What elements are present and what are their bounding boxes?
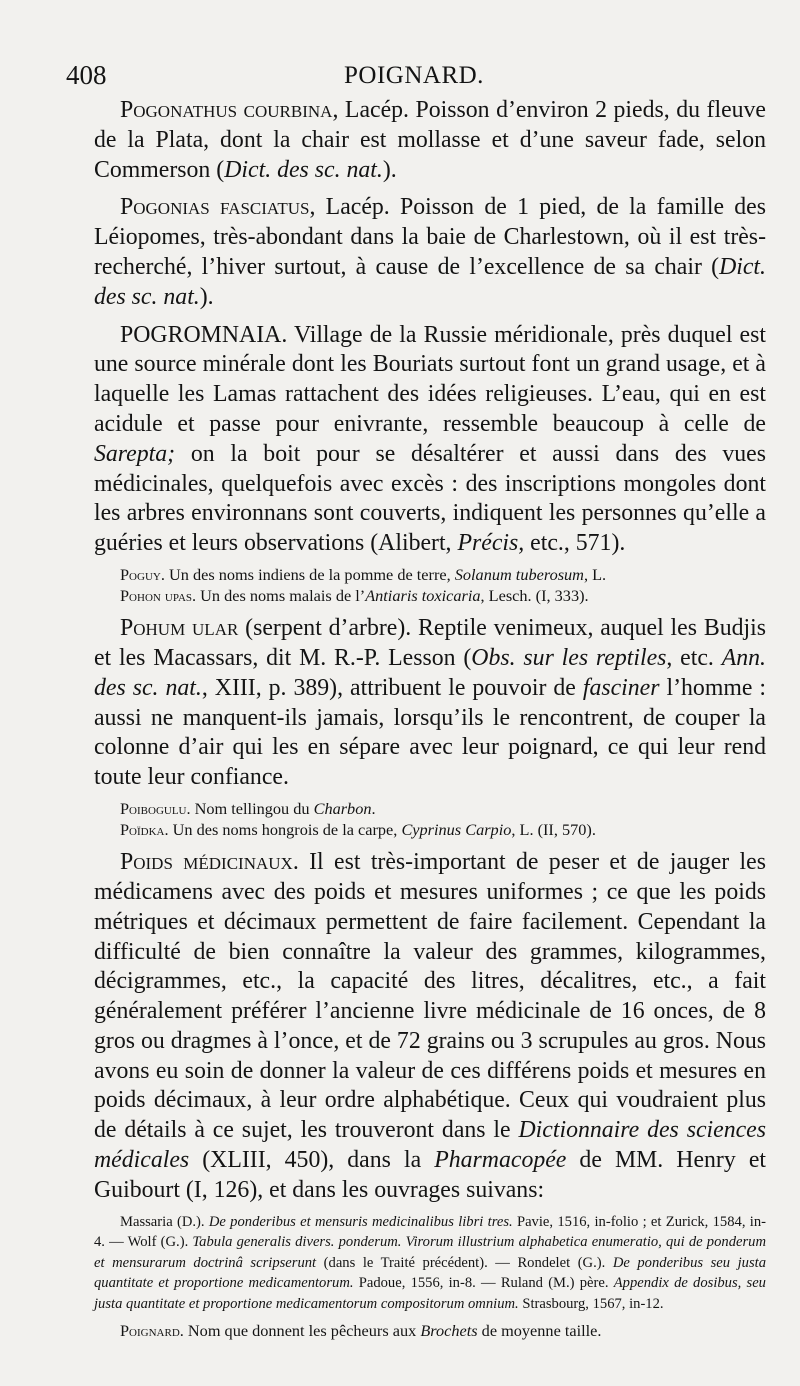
entry-term: POGROMNAIA — [120, 321, 282, 348]
biblio-title: Tabula generalis divers. ponderum. Virorum illustrium alphabetica enumeratio, qui de ponderum et mensurarum doctrinâ scripserunt — [94, 1234, 766, 1271]
entry-italic: Solanum tuberosum — [454, 564, 584, 584]
entry-tail: ). — [199, 283, 214, 310]
biblio-title: Appendix de dosibus, seu justa quantitate et proportione medicamentorum compositorum omnium. — [94, 1275, 766, 1313]
biblio-text: Massaria (D.). — [120, 1213, 209, 1230]
entry-pogonias — [94, 193, 766, 312]
entry-text: . Un des noms indiens de la pomme de terre, — [160, 564, 455, 584]
entry-italic: Sarepta; — [94, 440, 176, 467]
entry-poignard — [94, 1321, 766, 1342]
entry-italic: Antiaris toxicaria — [365, 585, 481, 605]
biblio-text: Padoue, 1556, in-8. — Ruland (M.) père. — [353, 1275, 614, 1292]
entry-text: . Village de la Russie méridionale, près duquel est une source minérale dont les Bouriats surtout font un grand usage, et à laquelle les Lamas rattachent des idées religieuses. L’eau, qui en est acidule et passe pour enivrante, ressemble beaucoup à celle de — [94, 321, 766, 437]
entry-italic-2: Précis, — [457, 530, 525, 557]
entry-term: Pogonias fasciatus — [120, 194, 310, 221]
bibliography — [94, 1212, 766, 1315]
entry-poidka — [94, 820, 766, 841]
entry-italic: Dict. des sc. nat. — [224, 156, 383, 183]
entry-text-2: (XLIII, 450), dans la — [189, 1147, 435, 1174]
entry-tail: , L. — [583, 564, 607, 584]
entry-tail: ). — [382, 156, 397, 183]
entry-italic: Cyprinus Carpio — [401, 819, 512, 839]
biblio-text: (dans le Traité précédent). — Rondelet (G.). — [316, 1254, 613, 1271]
entry-tail-2: etc., 571). — [524, 530, 626, 557]
biblio-text: Pavie, 1516, in-folio ; et Zurick, 1584, in-4. — Wolf (G.). — [94, 1213, 766, 1251]
entry-term: Poids médicinaux — [120, 849, 293, 876]
biblio-title: De ponderibus seu justa quantitate et proportione medicamentorum. — [94, 1254, 766, 1292]
entry-text: . Un des noms malais de l’ — [192, 585, 366, 605]
entry-pohum-ular — [94, 614, 766, 793]
biblio-text: Strasbourg, 1567, in-12. — [518, 1296, 664, 1313]
entry-text-2: , etc. — [666, 644, 722, 671]
entry-text: , Lacép. Poisson de 1 pied, de la famille des Léiopomes, très-abondant dans la baie de Charlestown, où il est très-recherché, l’hiver surtout, à cause de l’excellence de sa chair ( — [94, 194, 767, 280]
page-header — [66, 60, 760, 94]
running-title: POIGNARD. — [344, 62, 484, 89]
entry-text: . Un des noms hongrois de la carpe, — [164, 819, 402, 839]
entry-term: Poïdka — [120, 819, 165, 839]
entry-text: . Nom que donnent les pêcheurs aux — [179, 1320, 421, 1340]
entry-italic: Charbon — [313, 798, 372, 818]
entry-term: Poignard — [120, 1320, 180, 1340]
entry-italic: Obs. sur les reptiles — [471, 644, 667, 671]
entry-text-3: de MM. Henry et Guibourt (I, 126), et dans les ouvrages suivans: — [94, 1147, 766, 1203]
entry-italic: Dictionnaire des sciences médicales — [94, 1117, 766, 1174]
entry-pogromnaia — [94, 321, 766, 559]
entry-term: Pogonathus courbina — [120, 97, 333, 123]
biblio-title: De ponderibus et mensuris medicinalibus libri tres. — [208, 1213, 513, 1230]
entry-pogonathus — [94, 96, 766, 185]
entry-text: (serpent d’arbre). Reptile venimeux, auquel les Budjis et les Macassars, dit M. R.-P. Lesson ( — [94, 615, 766, 671]
entry-tail: . — [371, 798, 376, 818]
entry-poibogulu — [94, 799, 766, 820]
entry-term: Pohum ular — [120, 615, 239, 642]
entry-term: Pohon upas — [120, 585, 193, 605]
entry-text: . Nom tellingou du — [186, 798, 314, 818]
entry-text-3: , XIII, p. 389), attribuent le pouvoir de — [201, 674, 583, 701]
page-number: 408 — [66, 60, 107, 90]
entry-tail: on la boit pour se désaltérer et aussi dans des vues médicinales, quelquefois avec excès : des inscriptions mongoles dont les arbres environnans sont couverts, indiquent les personnes qu’elle a guéries et leurs observations (Alibert, — [94, 440, 766, 557]
entry-italic-2: Pharmacopée — [434, 1147, 567, 1174]
entry-italic-3: fasciner — [582, 674, 660, 701]
entry-italic: Brochets — [420, 1320, 478, 1340]
entry-term: Poibogulu — [120, 798, 187, 818]
entry-poids-medicinaux — [94, 848, 766, 1206]
entry-tail: , Lesch. (I, 333). — [480, 585, 589, 605]
entry-text: , Lacép. Poisson d’environ 2 pieds, du fleuve de la Plata, dont la chair est mollasse et d’une saveur fade, selon Commerson ( — [94, 97, 766, 183]
entry-text-4: l’homme : aussi ne manquent-ils jamais, lorsqu’ils le rencontrent, de couper la colonne d’air qui les en sépare avec leur poignard, ce qui leur rend toute leur confiance. — [94, 674, 766, 791]
entry-poguy — [94, 565, 766, 586]
entry-tail: de moyenne taille. — [477, 1320, 602, 1340]
entry-tail: , L. (II, 570). — [511, 819, 596, 839]
entry-pohon-upas — [94, 586, 766, 607]
entry-term: Poguy — [120, 564, 161, 584]
page-body — [94, 96, 766, 1341]
entry-italic-2: Ann. des sc. nat. — [94, 644, 766, 701]
entry-text: . Il est très-important de peser et de jauger les médicamens avec des poids et mesures uniformes ; ce que les poids métriques et décimaux permettent de faire facilement. Cependant la difficulté de bien connaître la valeur des grammes, kilogrammes, décigrammes, etc., la capacité des litres, décalitres, etc., a fait généralement préférer l’ancienne livre médicinale de 16 onces, de 8 gros ou dragmes à l’once, et de 72 grains ou 3 scrupules au gros. Nous avons eu soin de donner la valeur de ces différens poids et mesures en poids décimaux, à leur ordre alphabétique. Ceux qui voudraient plus de détails à ce sujet, les trouveront dans le — [94, 849, 766, 1144]
entry-italic: Dict. des sc. nat. — [94, 253, 766, 310]
